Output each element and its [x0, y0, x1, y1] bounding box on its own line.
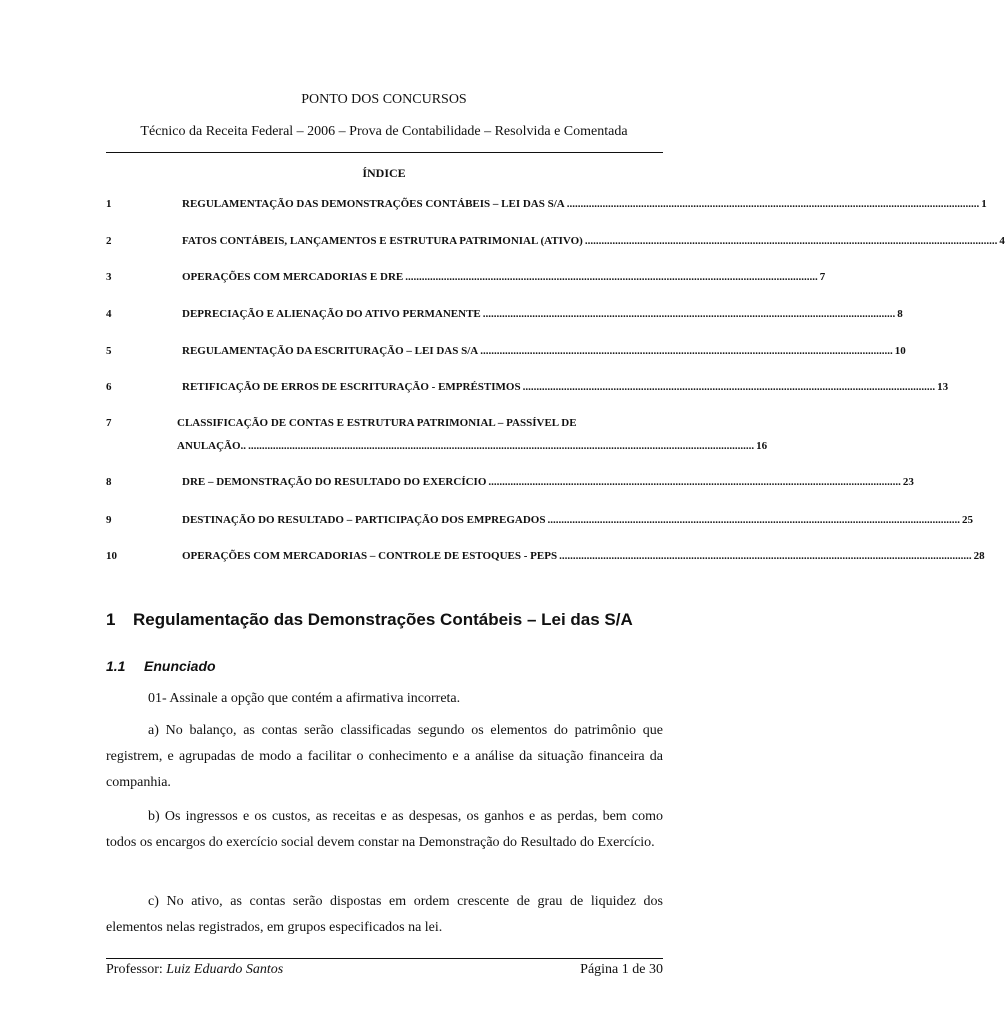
toc-entry-page: 25 [961, 514, 973, 526]
toc-entry-text-continued: ANULAÇÃO.. [177, 440, 247, 452]
footer-divider [106, 958, 663, 959]
toc-entry-text: CLASSIFICAÇÃO DE CONTAS E ESTRUTURA PATRIMONIAL – PASSÍVEL DE [177, 417, 577, 429]
toc-entry-text: DESTINAÇÃO DO RESULTADO – PARTICIPAÇÃO DOS EMPREGADOS [182, 514, 546, 526]
toc-entry-number: 6 [106, 381, 112, 393]
toc-entry-page: 28 [973, 550, 985, 562]
toc-entry-number: 10 [106, 550, 117, 562]
toc-entry-page: 8 [897, 308, 903, 320]
option-c: c) No ativo, as contas serão dispostas em ordem crescente de grau de liquidez dos elementos nelas registrados, em grupos especificados na lei. [106, 894, 663, 935]
toc-entry-text: RETIFICAÇÃO DE ERROS DE ESCRITURAÇÃO - EMPRÉSTIMOS [182, 381, 521, 393]
toc-leader-dots: ...................................................................................................................................................... [522, 381, 936, 393]
option-b: b) Os ingressos e os custos, as receitas e as despesas, os ganhos e as perdas, bem como todos os encargos do exercício social devem constar na Demonstração do Resultado do Exercício. [106, 809, 663, 850]
toc-leader-dots: ...................................................................................................................................................... [405, 271, 818, 283]
toc-entry-text: OPERAÇÕES COM MERCADORIAS E DRE [182, 271, 404, 283]
toc-leader-dots: ........................................................................................................................................................................................ [248, 440, 755, 452]
section-title: Regulamentação das Demonstrações Contábeis – Lei das S/A [133, 610, 633, 629]
professor-label: Professor: [106, 962, 163, 977]
professor-name: Luiz Eduardo Santos [166, 962, 284, 977]
toc-entry-number: 2 [106, 235, 112, 247]
toc-leader-dots: ...................................................................................................................................................... [480, 345, 893, 357]
toc-leader-dots: ...................................................................................................................................................... [547, 514, 960, 526]
toc-leader-dots: ...................................................................................................................................................... [488, 476, 901, 488]
section-heading [106, 610, 666, 630]
toc-leader-dots: ...................................................................................................................................................... [566, 198, 980, 210]
subsection-title: Enunciado [144, 658, 216, 674]
toc-entry-text: FATOS CONTÁBEIS, LANÇAMENTOS E ESTRUTURA PATRIMONIAL (ATIVO) [182, 235, 583, 247]
header-subtitle: Técnico da Receita Federal – 2006 – Prova de Contabilidade – Resolvida e Comentada [140, 124, 628, 139]
toc-entry-number: 3 [106, 271, 112, 283]
footer-professor [106, 962, 283, 978]
option-a: a) No balanço, as contas serão classificadas segundo os elementos do patrimônio que registrem, e agrupadas de modo a facilitar o conhecimento e a análise da situação financeira da companhia. [106, 723, 663, 790]
toc-entry-number: 5 [106, 345, 112, 357]
toc-entry-page: 1 [981, 198, 987, 210]
toc-leader-dots: ...................................................................................................................................................... [559, 550, 972, 562]
toc-entry-number: 7 [106, 417, 112, 429]
toc-leader-dots: ...................................................................................................................................................... [584, 235, 998, 247]
toc-entry-text: DRE – DEMONSTRAÇÃO DO RESULTADO DO EXERCÍCIO [182, 476, 487, 488]
index-heading: ÍNDICE [362, 166, 406, 180]
subsection-heading [106, 658, 216, 674]
toc-entry-number: 9 [106, 514, 112, 526]
toc-entry-number: 8 [106, 476, 112, 488]
toc-entry-page: 10 [894, 345, 906, 357]
toc-entry-text: OPERAÇÕES COM MERCADORIAS – CONTROLE DE ESTOQUES - PEPS [182, 550, 558, 562]
toc-entry-page: 4 [999, 235, 1005, 247]
toc-entry-text: REGULAMENTAÇÃO DAS DEMONSTRAÇÕES CONTÁBEIS – LEI DAS S/A [182, 198, 565, 210]
subsection-number: 1.1 [106, 658, 126, 674]
toc-entry-page: 7 [819, 271, 826, 283]
toc-entry-number: 1 [106, 198, 112, 210]
toc-entry-number: 4 [106, 308, 112, 320]
toc-entry-text: REGULAMENTAÇÃO DA ESCRITURAÇÃO – LEI DAS S/A [182, 345, 479, 357]
toc-entry-page: 16 [756, 440, 768, 452]
toc-entry-text: DEPRECIAÇÃO E ALIENAÇÃO DO ATIVO PERMANENTE [182, 308, 481, 320]
header-divider [106, 152, 663, 153]
question-text: 01- Assinale a opção que contém a afirmativa incorreta. [148, 691, 461, 706]
toc-entry-7[interactable] [106, 416, 768, 456]
section-number: 1 [106, 610, 116, 629]
toc-entry-page: 23 [902, 476, 914, 488]
toc-leader-dots: ...................................................................................................................................................... [482, 308, 896, 320]
toc-entry-page: 13 [937, 381, 949, 393]
header-title: PONTO DOS CONCURSOS [301, 92, 467, 107]
footer-page-number: Página 1 de 30 [580, 962, 663, 977]
